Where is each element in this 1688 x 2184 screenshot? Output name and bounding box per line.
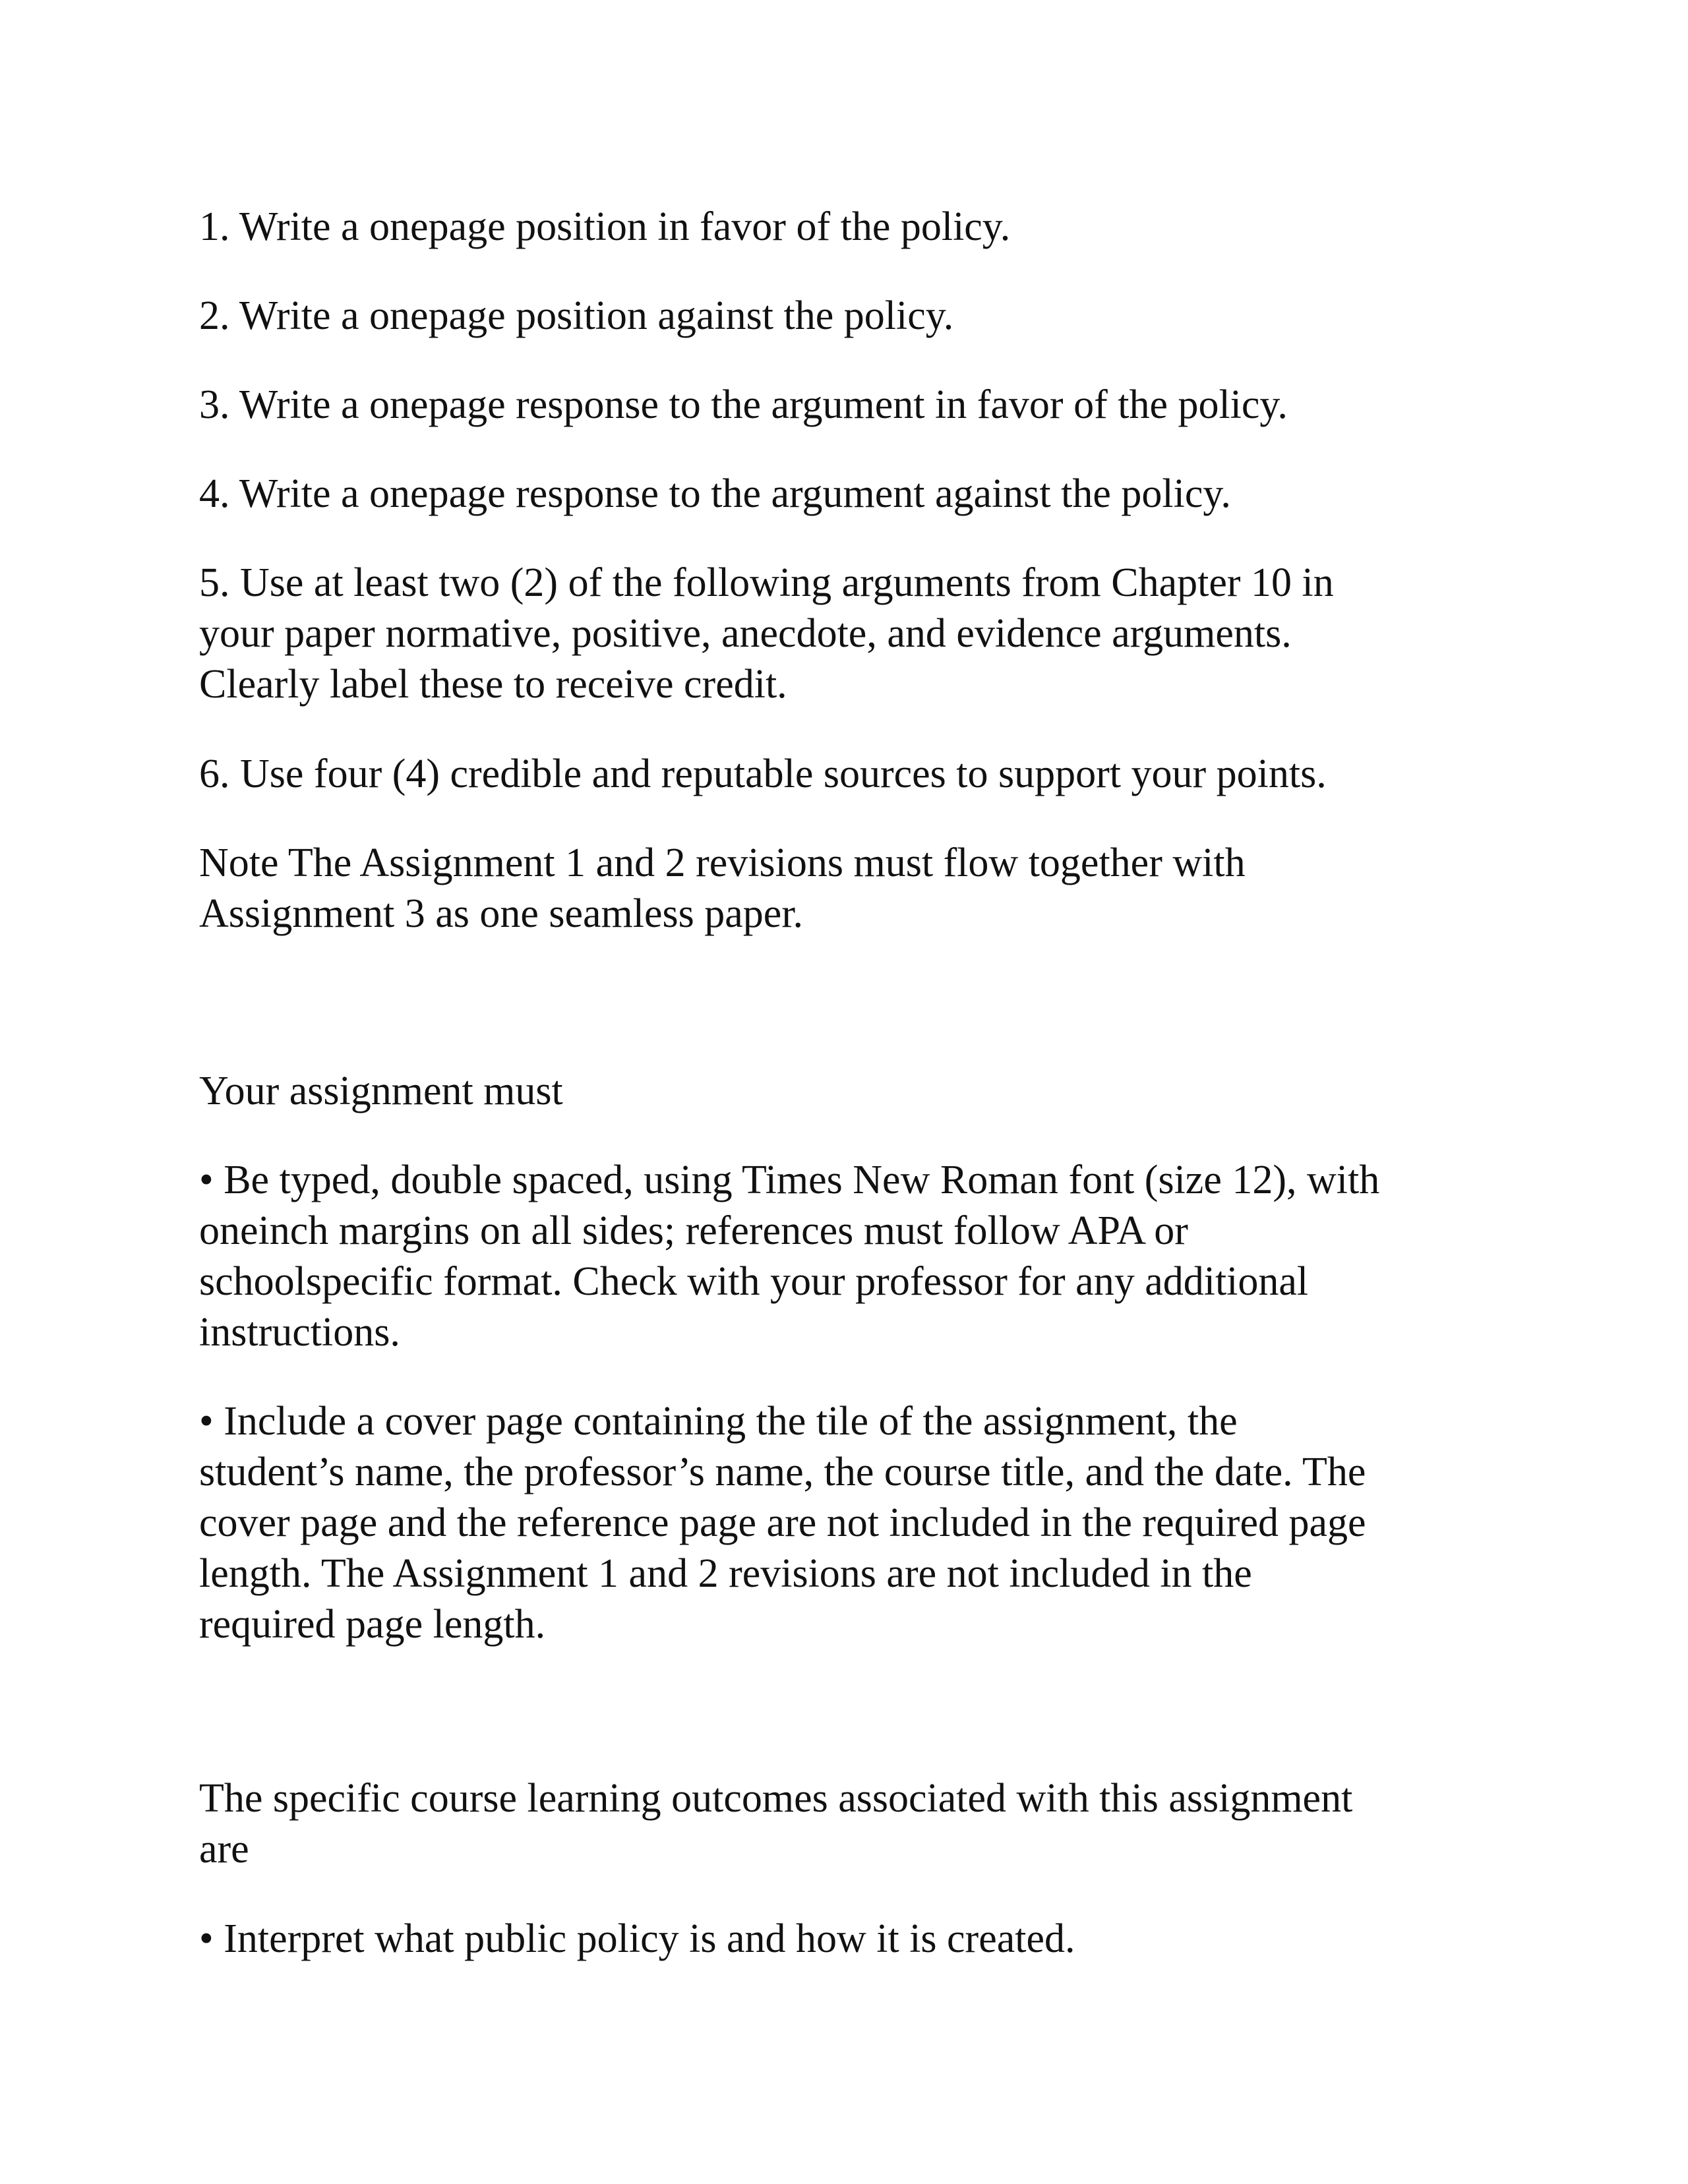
bullet-line: student’s name, the professor’s name, the course title, and the date. The xyxy=(199,1450,1366,1494)
list-item-6 xyxy=(199,749,1518,800)
list-item-5 xyxy=(199,558,1518,710)
bullet-line: required page length. xyxy=(199,1602,546,1647)
note-line: Assignment 3 as one seamless paper. xyxy=(199,891,804,936)
outcome-bullet-1 xyxy=(199,1914,1518,1964)
bullet-line: • Be typed, double spaced, using Times New Roman font (size 12), with xyxy=(199,1158,1380,1202)
bullet-line: oneinch margins on all sides; references must follow APA or xyxy=(199,1208,1188,1253)
list-item-line: 6. Use four (4) credible and reputable sources to support your points. xyxy=(199,752,1327,796)
note-line: Note The Assignment 1 and 2 revisions must flow together with xyxy=(199,841,1246,885)
bullet-line: • Interpret what public policy is and how it is created. xyxy=(199,1916,1075,1961)
list-item-line: 5. Use at least two (2) of the following arguments from Chapter 10 in xyxy=(199,560,1334,605)
outcomes-heading-line: are xyxy=(199,1827,249,1872)
list-item-line: 3. Write a onepage response to the argument in favor of the policy. xyxy=(199,382,1288,427)
bullet-line: • Include a cover page containing the tile of the assignment, the xyxy=(199,1399,1238,1444)
requirement-bullet-1 xyxy=(199,1155,1518,1358)
requirements-heading: Your assignment must xyxy=(199,1069,563,1113)
bullet-line: cover page and the reference page are not included in the required page xyxy=(199,1500,1366,1545)
list-item-line: your paper normative, positive, anecdote, and evidence arguments. xyxy=(199,611,1292,656)
list-item-line: 4. Write a onepage response to the argument against the policy. xyxy=(199,471,1231,516)
bullet-line: length. The Assignment 1 and 2 revisions are not included in the xyxy=(199,1551,1252,1596)
bullet-line: instructions. xyxy=(199,1310,400,1355)
list-item-1 xyxy=(199,202,1518,252)
outcomes-heading-line: The specific course learning outcomes associated with this assignment xyxy=(199,1776,1353,1821)
bullet-line: schoolspecific format. Check with your professor for any additional xyxy=(199,1259,1309,1304)
list-item-2 xyxy=(199,291,1518,341)
note-paragraph xyxy=(199,838,1518,939)
list-item-line: Clearly label these to receive credit. xyxy=(199,662,787,707)
list-item-line: 1. Write a onepage position in favor of the policy. xyxy=(199,204,1011,249)
outcomes-heading xyxy=(199,1773,1518,1875)
list-item-line: 2. Write a onepage position against the policy. xyxy=(199,293,954,338)
requirement-bullet-2 xyxy=(199,1396,1518,1650)
list-item-3 xyxy=(199,380,1518,430)
list-item-4 xyxy=(199,469,1518,519)
